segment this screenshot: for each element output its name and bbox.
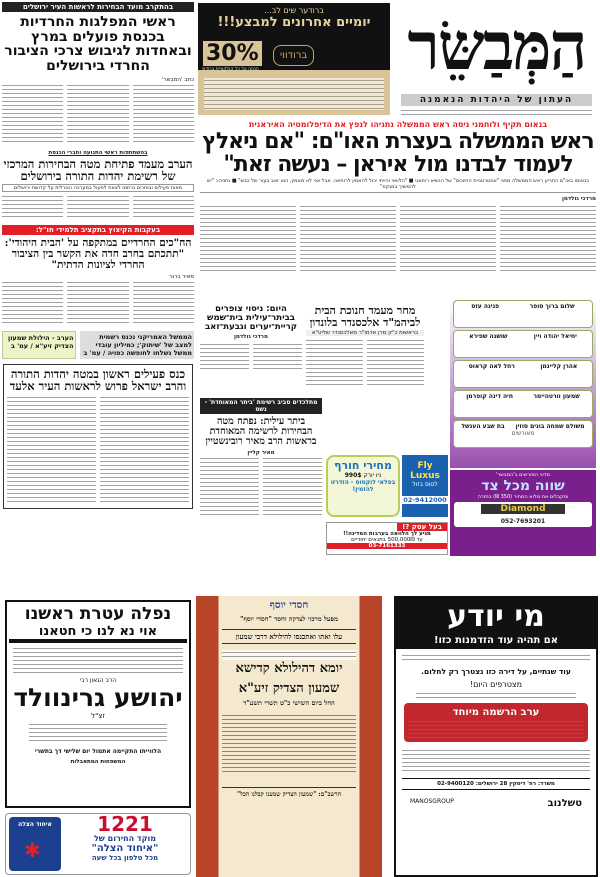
lead-body: [200, 204, 596, 274]
left-story-2: [2, 150, 194, 220]
headline[interactable]: היום: ניסוי צופרים בביתר־עילית בית־שמש קריית־יערים וגבעת־זאב: [204, 304, 298, 332]
funeral: הלווייתו התקיימה אתמול יום שלישי דך בתשרי: [34, 747, 162, 755]
brand-logo: טשלנוב: [547, 798, 582, 809]
hatzalah-logo: איחוד הצלה: [9, 817, 61, 871]
headline[interactable]: הערב מעמד פתיחת מטה הבחירות המרכזי של רשימת יהדות התורה בירושלים: [3, 156, 193, 183]
title: מפעל מרכזי לצדקה וחסד "חסדי יוסף": [240, 615, 338, 623]
lead-byline: מרדכי גולדמן: [562, 196, 596, 203]
obit-title: נפלה עטרת ראשנו: [24, 604, 172, 624]
office: משרד: רח' דיסקין 28 ירושלים: 02-9400120: [402, 778, 590, 790]
sub: ומקבלים את מלוא המחיר (350 ₪) בחזרה: [477, 494, 569, 500]
brand: Diamond: [481, 504, 565, 514]
headline[interactable]: מחר מעמד חנוכת הבית לביהמ"ד אלכסנדר בלונדון: [309, 304, 421, 329]
headline[interactable]: כנס פעילים ראשון במטה יהדות התורה והרב ישראל פרוש לראשות העיר אלעד: [9, 366, 187, 393]
flyluxus-ad[interactable]: [402, 455, 448, 517]
ad-sub: אם תהיה עוד הזדמנות כזו!: [433, 635, 559, 646]
notice: אהרן קליינמן רחל לאה קראוס: [453, 360, 593, 388]
ad-title: מי יודע: [447, 599, 545, 634]
footer: הרשב"ם: "שמעון הצדיק שמענו קבלנו הכל": [222, 787, 356, 798]
newspaper-logo: הַמְּבַשֵּׂר: [407, 7, 586, 85]
sub: בראשות כ"ק מרן אדמו"ר מאלכסנדר שליט"א: [306, 330, 424, 336]
join: מצטרפים היום!: [469, 680, 523, 689]
city: ניו יורק: [363, 472, 382, 479]
ad-brand: ברודווי: [273, 45, 314, 66]
top: מדיני המורשים ב'המבשר': [496, 472, 550, 478]
ad-title: בעל עסק ?!: [397, 523, 447, 531]
teaser-hilula[interactable]: הערב - הילולת שמעון הצדיק זיע"א / עמ' ב: [2, 331, 76, 359]
byline: מאיר ברנר: [168, 273, 194, 280]
title: שווה מכל צד: [481, 478, 565, 494]
line: עוד שנתיים, על דירה כזו נצטרך רק לחלום.: [421, 667, 571, 676]
date: החל ביום השישי כ"ט תשרי תשע"ד: [243, 699, 335, 707]
summary: מאות פעילים ובוחרים נרתמו לצאת לפעול במערכה הגורלית על קדושת ירושלים: [2, 184, 194, 192]
notice: משולם שמחה בונים סוזין בת שבע הענשל מאורשים: [453, 420, 593, 448]
teaser-economy[interactable]: הממשל האמריקני נכנס רשמית למצב של 'שיתוק'; כמיליון עובדי ממשל נשלחו לחופשה כפויה / עמ' ב: [80, 331, 194, 359]
headline[interactable]: הח"כים החרדיים במתקפה על 'הבית היהודי': "תתכתם בחרב חדה את הקשר בין הציבור החרדי לציונות הדתית": [4, 236, 192, 271]
deceased-name: יהושע גרינוולד: [13, 683, 183, 712]
kicker: בהתקרב מועד הבחירות לראשות העיר ירושלים: [2, 2, 194, 12]
left-story-1: [2, 2, 194, 145]
rank: הרב הגאון רבי: [79, 677, 117, 684]
phone: 02-9412000: [403, 496, 447, 504]
left-story-3: [2, 225, 194, 326]
sub: לטוס בזול: [412, 481, 438, 488]
line: מוקד החירום של: [93, 834, 157, 843]
brand-logo: MANOSGROUP: [410, 798, 454, 805]
notice: שלום ברוך סופר פנינה עזס: [453, 300, 593, 328]
top-ad[interactable]: [198, 3, 390, 115]
day: יומא דהילולא קדישא: [235, 661, 343, 676]
winter-ad[interactable]: [326, 455, 400, 517]
lead-story: [200, 119, 596, 274]
headline[interactable]: ביתר עילית: נפתח מטה הבחירות לרשימה המאוחדת בראשות הרב מאיר רובינשטיין: [205, 416, 317, 447]
business-ad[interactable]: [326, 522, 448, 555]
phone: 052-7693201: [500, 518, 546, 525]
notices-panel: [450, 298, 596, 468]
amount: עד 500,000₪ בתנאים יחודיים: [351, 537, 423, 543]
kicker: בהשתתפות ראשי התנועה וחברי הכנסת: [48, 149, 148, 156]
event-title: ערב הרשמה מיוחד: [452, 707, 540, 718]
ad-line: ברודער שים לב...: [264, 6, 324, 15]
suffix: זצ"ל: [91, 711, 105, 720]
brand: Fly Luxus: [410, 461, 440, 481]
teasers: [2, 331, 194, 359]
tagline: העתון של היהדות הנאמנה: [401, 94, 592, 106]
ad-headline: יומיים אחרונים למבצע!!!: [217, 15, 371, 30]
line: "איחוד הצלה": [91, 843, 159, 854]
ad-line: בפלאי לוקסוס - הזדרזו להזמין!: [330, 479, 396, 493]
family: המשפחות המתאבלות: [70, 758, 126, 765]
left-column: [2, 2, 194, 509]
hatzalah-ad[interactable]: [5, 813, 191, 875]
star-of-life-icon: ✱: [24, 838, 41, 862]
beitar-story: [200, 398, 322, 516]
lead-kicker: בנאום תקיף ולוחמני ניסה ראש הממשלה נתניהו לנפץ את הדיפלומטיה האיראנית: [248, 120, 548, 129]
lead-summary: בנאומו באו"ם התריע ראש הממשלה מפני "אסטרטגיית החיוכים" של הנשיא רוחאני ■ "הלוואי והייתי יכול להאמין לרוחאני, אבל אני לא מאמין, הוא זאב בעור של כבש" ■ נתניהו: "יש להמשיך במנקס": [200, 178, 596, 193]
hilula-poster: [196, 596, 382, 877]
kicker: בעקבות הקיצוץ בתקציב תלמידי חו"ל:: [2, 225, 194, 235]
byline: מאיר קליין: [247, 449, 275, 456]
headline[interactable]: ראשי המפלגות החרדיות בכנסת פועלים במרץ ובאחדות לגיבוש צרכי הציבור החרדי בירושלים: [4, 14, 192, 75]
purple-ad[interactable]: [450, 470, 596, 556]
tzadik-name: שמעון הצדיק זיע"א: [238, 681, 340, 696]
price: 990$: [344, 472, 362, 479]
obit-sub: אוי נא לנו כי חטאנו: [9, 624, 187, 643]
byline: מרדכי גולדמן: [234, 333, 268, 340]
london-story: [306, 305, 424, 388]
elad-story: [3, 364, 193, 509]
kicker: מתלכדים סביב רשימת 'ביתר המאוחדת' - נשס: [200, 398, 322, 414]
logo: חסדי יוסף: [269, 600, 309, 611]
real-estate-ad[interactable]: [394, 596, 598, 877]
number: 1221: [97, 812, 153, 836]
obituary-ad: [5, 600, 191, 808]
sirens-story: [200, 305, 302, 372]
ad-percent: 30%: [203, 41, 262, 66]
event-banner: [404, 703, 588, 742]
lead-headline[interactable]: ראש הממשלה בעצרת האו"ם: "אם ניאלץ לעמוד לבדנו מול איראן – נעשה זאת": [202, 129, 594, 178]
invite: עלו ואתו ואתכנסו להילולא דרבי שמעון: [222, 629, 356, 644]
lead-byline-row: [426, 196, 596, 202]
phone: 03-7161333: [327, 543, 447, 549]
masthead: [395, 0, 598, 118]
ad-title: מחירי חורף: [334, 459, 392, 472]
notice: יחיאל יהודה ויין שושנה שפירא: [453, 330, 593, 358]
line: מגיע לך הלוואה בערבות המדינה!!: [343, 531, 431, 537]
line: מכל טלפון בכל שעה: [91, 854, 159, 862]
notice: שמעון וורטהיימר חיה דינה קופרמן: [453, 390, 593, 418]
byline: כתב 'המבשר': [162, 76, 194, 83]
ad-sub: הנחה על כל קולקציית ברודווי: [202, 67, 259, 72]
